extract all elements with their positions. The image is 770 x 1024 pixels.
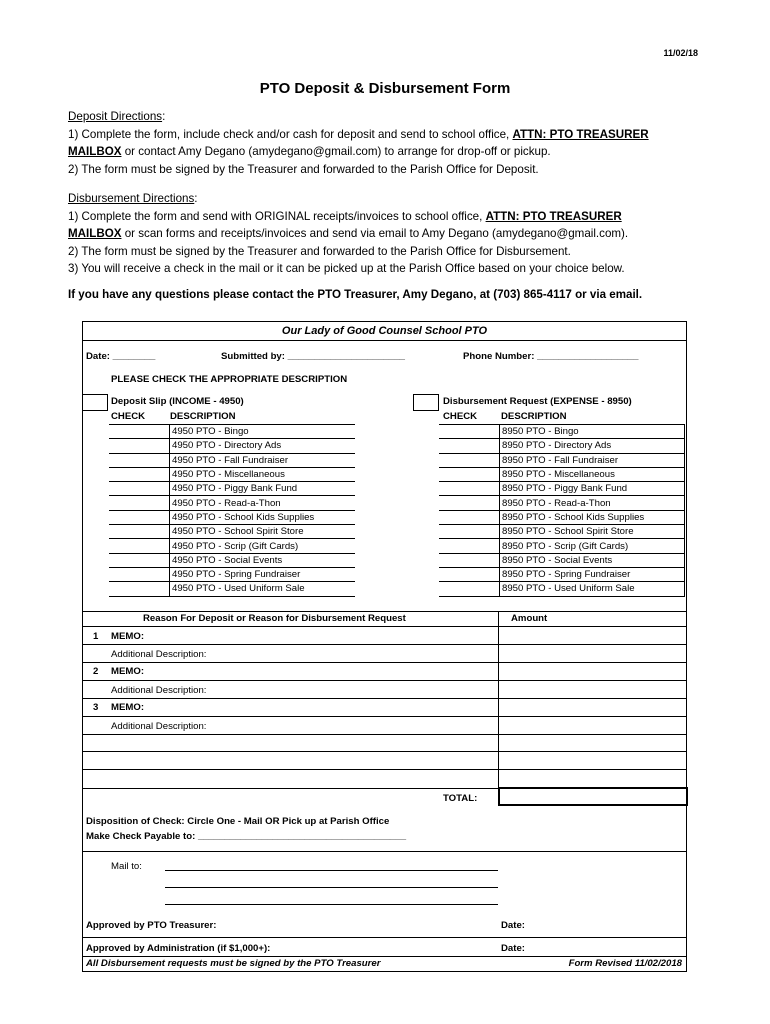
approved-admin-date[interactable]: Date: — [501, 943, 525, 954]
disbursement-heading: Disbursement Directions — [68, 192, 195, 205]
table-row — [109, 467, 355, 481]
table-row — [439, 539, 685, 553]
phone-field[interactable]: Phone Number: ___________________ — [463, 351, 639, 362]
deposit-line3: 2) The form must be signed by the Treasurer and forwarded to the Parish Office for Deposit. — [68, 162, 539, 176]
description-cell: 8950 PTO - Scrip (Gift Cards) — [500, 539, 685, 553]
income-table — [109, 424, 355, 597]
description-cell: 8950 PTO - Read-a-Thon — [500, 496, 685, 510]
table-row — [439, 582, 685, 596]
description-cell: 8950 PTO - Used Uniform Sale — [500, 582, 685, 596]
additional-description-field[interactable]: Additional Description: — [111, 649, 207, 660]
check-cell[interactable] — [439, 425, 500, 439]
deposit-mailbox: MAILBOX — [68, 145, 122, 158]
description-cell: 4950 PTO - Social Events — [170, 553, 356, 567]
disbursement-attn: ATTN: PTO TREASURER — [485, 209, 622, 223]
table-row — [109, 525, 355, 539]
description-cell: 4950 PTO - Fall Fundraiser — [170, 453, 356, 467]
memo-number: 2 — [93, 666, 99, 677]
reason-header: Reason For Deposit or Reason for Disbursement Request — [143, 613, 406, 624]
check-cell[interactable] — [439, 525, 500, 539]
memo-field[interactable]: MEMO: — [111, 702, 145, 713]
submitted-by-field[interactable]: Submitted by: ______________________ — [221, 351, 406, 362]
check-cell[interactable] — [109, 496, 170, 510]
description-cell: 4950 PTO - Piggy Bank Fund — [170, 482, 356, 496]
expense-table — [439, 424, 685, 597]
check-cell[interactable] — [109, 567, 170, 581]
deposit-line1: 1) Complete the form, include check and/or cash for deposit and send to school office, — [68, 127, 513, 141]
check-cell[interactable] — [109, 482, 170, 496]
description-cell: 4950 PTO - Read-a-Thon — [170, 496, 356, 510]
table-row — [439, 482, 685, 496]
check-cell[interactable] — [109, 453, 170, 467]
table-row — [109, 510, 355, 524]
check-cell[interactable] — [439, 467, 500, 481]
amount-divider — [498, 611, 499, 790]
check-cell[interactable] — [109, 525, 170, 539]
additional-description-field[interactable]: Additional Description: — [111, 685, 207, 696]
expense-desc-header: DESCRIPTION — [501, 411, 567, 422]
description-cell: 4950 PTO - Used Uniform Sale — [170, 582, 356, 596]
description-cell: 4950 PTO - Spring Fundraiser — [170, 567, 356, 581]
table-row — [439, 496, 685, 510]
divider — [83, 937, 686, 938]
description-cell: 4950 PTO - Bingo — [170, 425, 356, 439]
table-row — [439, 467, 685, 481]
check-cell[interactable] — [439, 439, 500, 453]
check-cell[interactable] — [109, 467, 170, 481]
disbursement-line1: 1) Complete the form and send with ORIGINAL receipts/invoices to school office, — [68, 209, 486, 223]
table-row — [109, 539, 355, 553]
divider — [83, 340, 686, 341]
total-amount-field[interactable] — [498, 787, 688, 806]
table-row — [109, 439, 355, 453]
check-cell[interactable] — [439, 567, 500, 581]
check-cell[interactable] — [439, 553, 500, 567]
approved-pto-label: Approved by PTO Treasurer: — [86, 920, 217, 931]
table-row — [109, 567, 355, 581]
deposit-directions: Deposit Directions: 1) Complete the form, include check and/or cash for deposit and send to school office, ATTN: PTO TREASURER MAILBOX or contact Amy Degano (amydegano@gmail.com) to arrange for drop-off or pickup. 2) The form must be signed by the Treasurer and forwarded to the Parish Office for Deposit. — [68, 108, 708, 178]
approved-admin-label: Approved by Administration (if $1,000+): — [86, 943, 271, 954]
memo-field[interactable]: MEMO: — [111, 631, 145, 642]
table-row — [109, 453, 355, 467]
description-cell: 8950 PTO - Piggy Bank Fund — [500, 482, 685, 496]
disbursement-line3: 2) The form must be signed by the Treasurer and forwarded to the Parish Office for Disbursement. — [68, 244, 571, 258]
divider — [83, 716, 686, 717]
check-cell[interactable] — [439, 496, 500, 510]
deposit-slip-label: Deposit Slip (INCOME - 4950) — [111, 396, 244, 407]
payable-field[interactable]: Make Check Payable to: _______________________________________ — [86, 831, 407, 842]
divider — [83, 611, 686, 612]
deposit-attn: ATTN: PTO TREASURER — [512, 127, 649, 141]
check-cell[interactable] — [439, 510, 500, 524]
disbursement-mailbox: MAILBOX — [68, 227, 122, 240]
page-title: PTO Deposit & Disbursement Form — [259, 80, 511, 97]
deposit-heading: Deposit Directions — [68, 110, 163, 123]
check-cell[interactable] — [439, 582, 500, 596]
expense-check-header: CHECK — [443, 411, 478, 422]
divider — [83, 680, 686, 681]
total-label: TOTAL: — [443, 793, 478, 804]
check-cell[interactable] — [109, 553, 170, 567]
check-cell[interactable] — [439, 539, 500, 553]
table-row — [109, 553, 355, 567]
check-cell[interactable] — [439, 482, 500, 496]
disbursement-request-label: Disbursement Request (EXPENSE - 8950) — [443, 396, 632, 407]
description-cell: 8950 PTO - Fall Fundraiser — [500, 453, 685, 467]
mail-to-line[interactable] — [165, 870, 498, 871]
memo-field[interactable]: MEMO: — [111, 666, 145, 677]
check-instruction: PLEASE CHECK THE APPROPRIATE DESCRIPTION — [111, 374, 348, 385]
divider — [83, 644, 686, 645]
description-cell: 8950 PTO - Spring Fundraiser — [500, 567, 685, 581]
description-cell: 8950 PTO - School Spirit Store — [500, 525, 685, 539]
form-revised: Form Revised 11/02/2018 — [568, 958, 682, 969]
table-row — [439, 525, 685, 539]
divider — [83, 698, 686, 699]
approved-pto-date[interactable]: Date: — [501, 920, 525, 931]
memo-number: 1 — [93, 631, 99, 642]
amount-header: Amount — [511, 613, 548, 624]
description-cell: 4950 PTO - Scrip (Gift Cards) — [170, 539, 356, 553]
disbursement-line4: 3) You will receive a check in the mail or it can be picked up at the Parish Office based on your choice below. — [68, 262, 625, 275]
description-cell: 4950 PTO - School Spirit Store — [170, 525, 356, 539]
footer-note: All Disbursement requests must be signed by the PTO Treasurer — [86, 958, 381, 969]
table-row — [439, 567, 685, 581]
table-row — [439, 453, 685, 467]
disposition-line: Disposition of Check: Circle One - Mail OR Pick up at Parish Office — [86, 816, 390, 827]
table-row — [439, 439, 685, 453]
table-row — [439, 425, 685, 439]
table-row — [109, 482, 355, 496]
description-cell: 8950 PTO - Directory Ads — [500, 439, 685, 453]
description-cell: 8950 PTO - Bingo — [500, 425, 685, 439]
description-cell: 8950 PTO - Social Events — [500, 553, 685, 567]
disbursement-checkbox[interactable] — [413, 394, 439, 411]
check-cell[interactable] — [109, 439, 170, 453]
table-row — [109, 582, 355, 596]
divider — [83, 662, 686, 663]
divider — [83, 734, 686, 735]
mail-to-line[interactable] — [165, 887, 498, 888]
school-name: Our Lady of Good Counsel School PTO — [281, 325, 488, 337]
form-date: 11/02/18 — [663, 48, 698, 58]
questions-note: If you have any questions please contact the PTO Treasurer, Amy Degano, at (703) 865-4117 or via email. — [68, 288, 643, 301]
disbursement-line2: or scan forms and receipts/invoices and send via email to Amy Degano (amydegano@gmail.com). — [121, 227, 629, 240]
description-cell: 4950 PTO - Miscellaneous — [170, 467, 356, 481]
divider — [83, 626, 686, 627]
mail-to-line[interactable] — [165, 904, 498, 905]
check-cell[interactable] — [109, 510, 170, 524]
deposit-slip-checkbox[interactable] — [83, 394, 108, 411]
pto-form — [82, 321, 687, 972]
description-cell: 4950 PTO - School Kids Supplies — [170, 510, 356, 524]
disbursement-directions: Disbursement Directions: 1) Complete the form and send with ORIGINAL receipts/invoices to school office, ATTN: PTO TREASURER MAILBOX or scan forms and receipts/invoices and send via email to Amy Degano (amydegano@gmail.com). 2) The form must be signed by the Treasurer and forwarded to the Parish Office for Disbursement. 3) You will receive a check in the mail or it can be picked up at the Parish Office based on your choice below. — [68, 190, 708, 278]
check-cell[interactable] — [109, 539, 170, 553]
divider — [83, 851, 686, 852]
table-row — [439, 510, 685, 524]
check-cell[interactable] — [439, 453, 500, 467]
additional-description-field[interactable]: Additional Description: — [111, 721, 207, 732]
divider — [83, 956, 686, 957]
description-cell: 8950 PTO - School Kids Supplies — [500, 510, 685, 524]
check-cell[interactable] — [109, 582, 170, 596]
date-field[interactable]: Date: ________ — [86, 351, 156, 362]
table-row — [439, 553, 685, 567]
income-desc-header: DESCRIPTION — [170, 411, 236, 422]
deposit-line2: or contact Amy Degano (amydegano@gmail.com) to arrange for drop-off or pickup. — [121, 145, 551, 158]
table-row — [109, 425, 355, 439]
description-cell: 8950 PTO - Miscellaneous — [500, 467, 685, 481]
mail-to-label: Mail to: — [111, 861, 142, 872]
divider — [83, 751, 686, 752]
table-row — [109, 496, 355, 510]
check-cell[interactable] — [109, 425, 170, 439]
memo-number: 3 — [93, 702, 99, 713]
description-cell: 4950 PTO - Directory Ads — [170, 439, 356, 453]
income-check-header: CHECK — [111, 411, 146, 422]
divider — [83, 769, 686, 770]
